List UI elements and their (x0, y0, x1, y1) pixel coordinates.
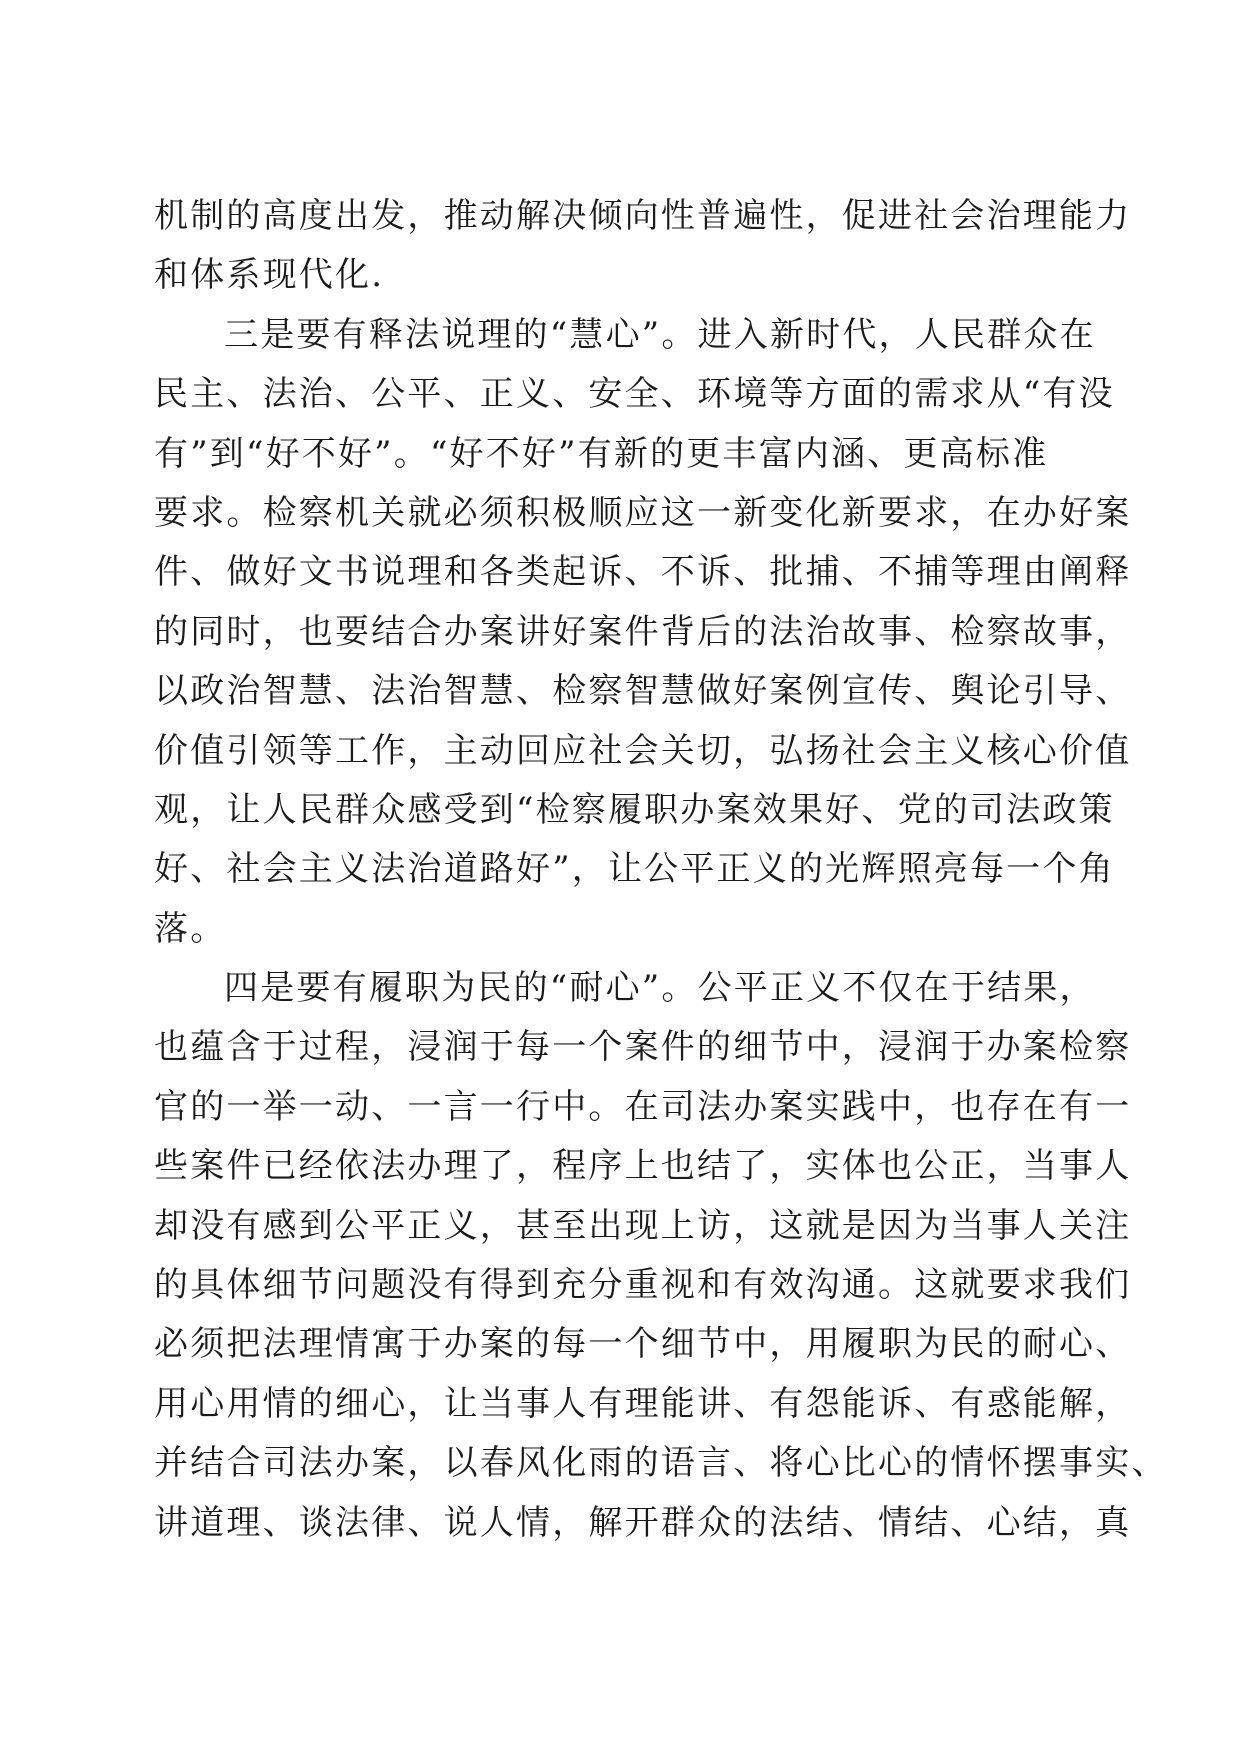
text-line: 观，让人民群众感受到“检察履职办案效果好、党的司法政策 (154, 789, 1115, 830)
text-line: 些案件已经依法办理了，程序上也结了，实体也公正，当事人 (154, 1146, 1132, 1187)
text-line: 用心用情的细心，让当事人有理能讲、有怨能诉、有惑能解， (154, 1383, 1132, 1424)
text-line: 官的一举一动、一言一行中。在司法办案实践中，也存在有一 (154, 1086, 1132, 1127)
text-line: 和体系现代化. (154, 255, 385, 296)
text-line: 有”到“好不好”。“好不好”有新的更丰富内涵、更高标准 (154, 433, 1049, 474)
text-line: 件、做好文书说理和各类起诉、不诉、批捕、不捕等理由阐释 (154, 552, 1132, 593)
text-line: 必须把法理情寓于办案的每一个细节中，用履职为民的耐心、 (154, 1324, 1132, 1365)
text-line: 机制的高度出发，推动解决倾向性普遍性，促进社会治理能力 (154, 196, 1132, 236)
text-line: 价值引领等工作，主动回应社会关切，弘扬社会主义核心价值 (154, 730, 1132, 771)
text-line: 却没有感到公平正义，甚至出现上访，这就是因为当事人关注 (154, 1205, 1132, 1246)
text-line: 要求。检察机关就必须积极顺应这一新变化新要求，在办好案 (154, 492, 1132, 533)
paragraph-first-line: 三是要有释法说理的“慧心”。进入新时代，人民群众在 (224, 314, 1096, 355)
paragraph-first-line: 四是要有履职为民的“耐心”。公平正义不仅在于结果， (224, 968, 1096, 1009)
text-line: 也蕴含于过程，浸润于每一个案件的细节中，浸润于办案检察 (154, 1027, 1132, 1068)
text-line: 的具体细节问题没有得到充分重视和有效沟通。这就要求我们 (154, 1265, 1132, 1306)
text-line: 以政治智慧、法治智慧、检察智慧做好案例宣传、舆论引导、 (154, 671, 1132, 712)
text-line: 好、社会主义法治道路好”，让公平正义的光辉照亮每一个角 (154, 849, 1115, 890)
text-line: 讲道理、谈法律、说人情，解开群众的法结、情结、心结，真 (154, 1502, 1132, 1543)
text-line: 的同时，也要结合办案讲好案件背后的法治故事、检察故事， (154, 611, 1132, 652)
text-line: 民主、法治、公平、正义、安全、环境等方面的需求从“有没 (154, 374, 1115, 415)
text-line: 并结合司法办案，以春风化雨的语言、将心比心的情怀摆事实、 (154, 1443, 1168, 1484)
body-text (154, 187, 1168, 1553)
text-line: 落。 (154, 908, 227, 949)
